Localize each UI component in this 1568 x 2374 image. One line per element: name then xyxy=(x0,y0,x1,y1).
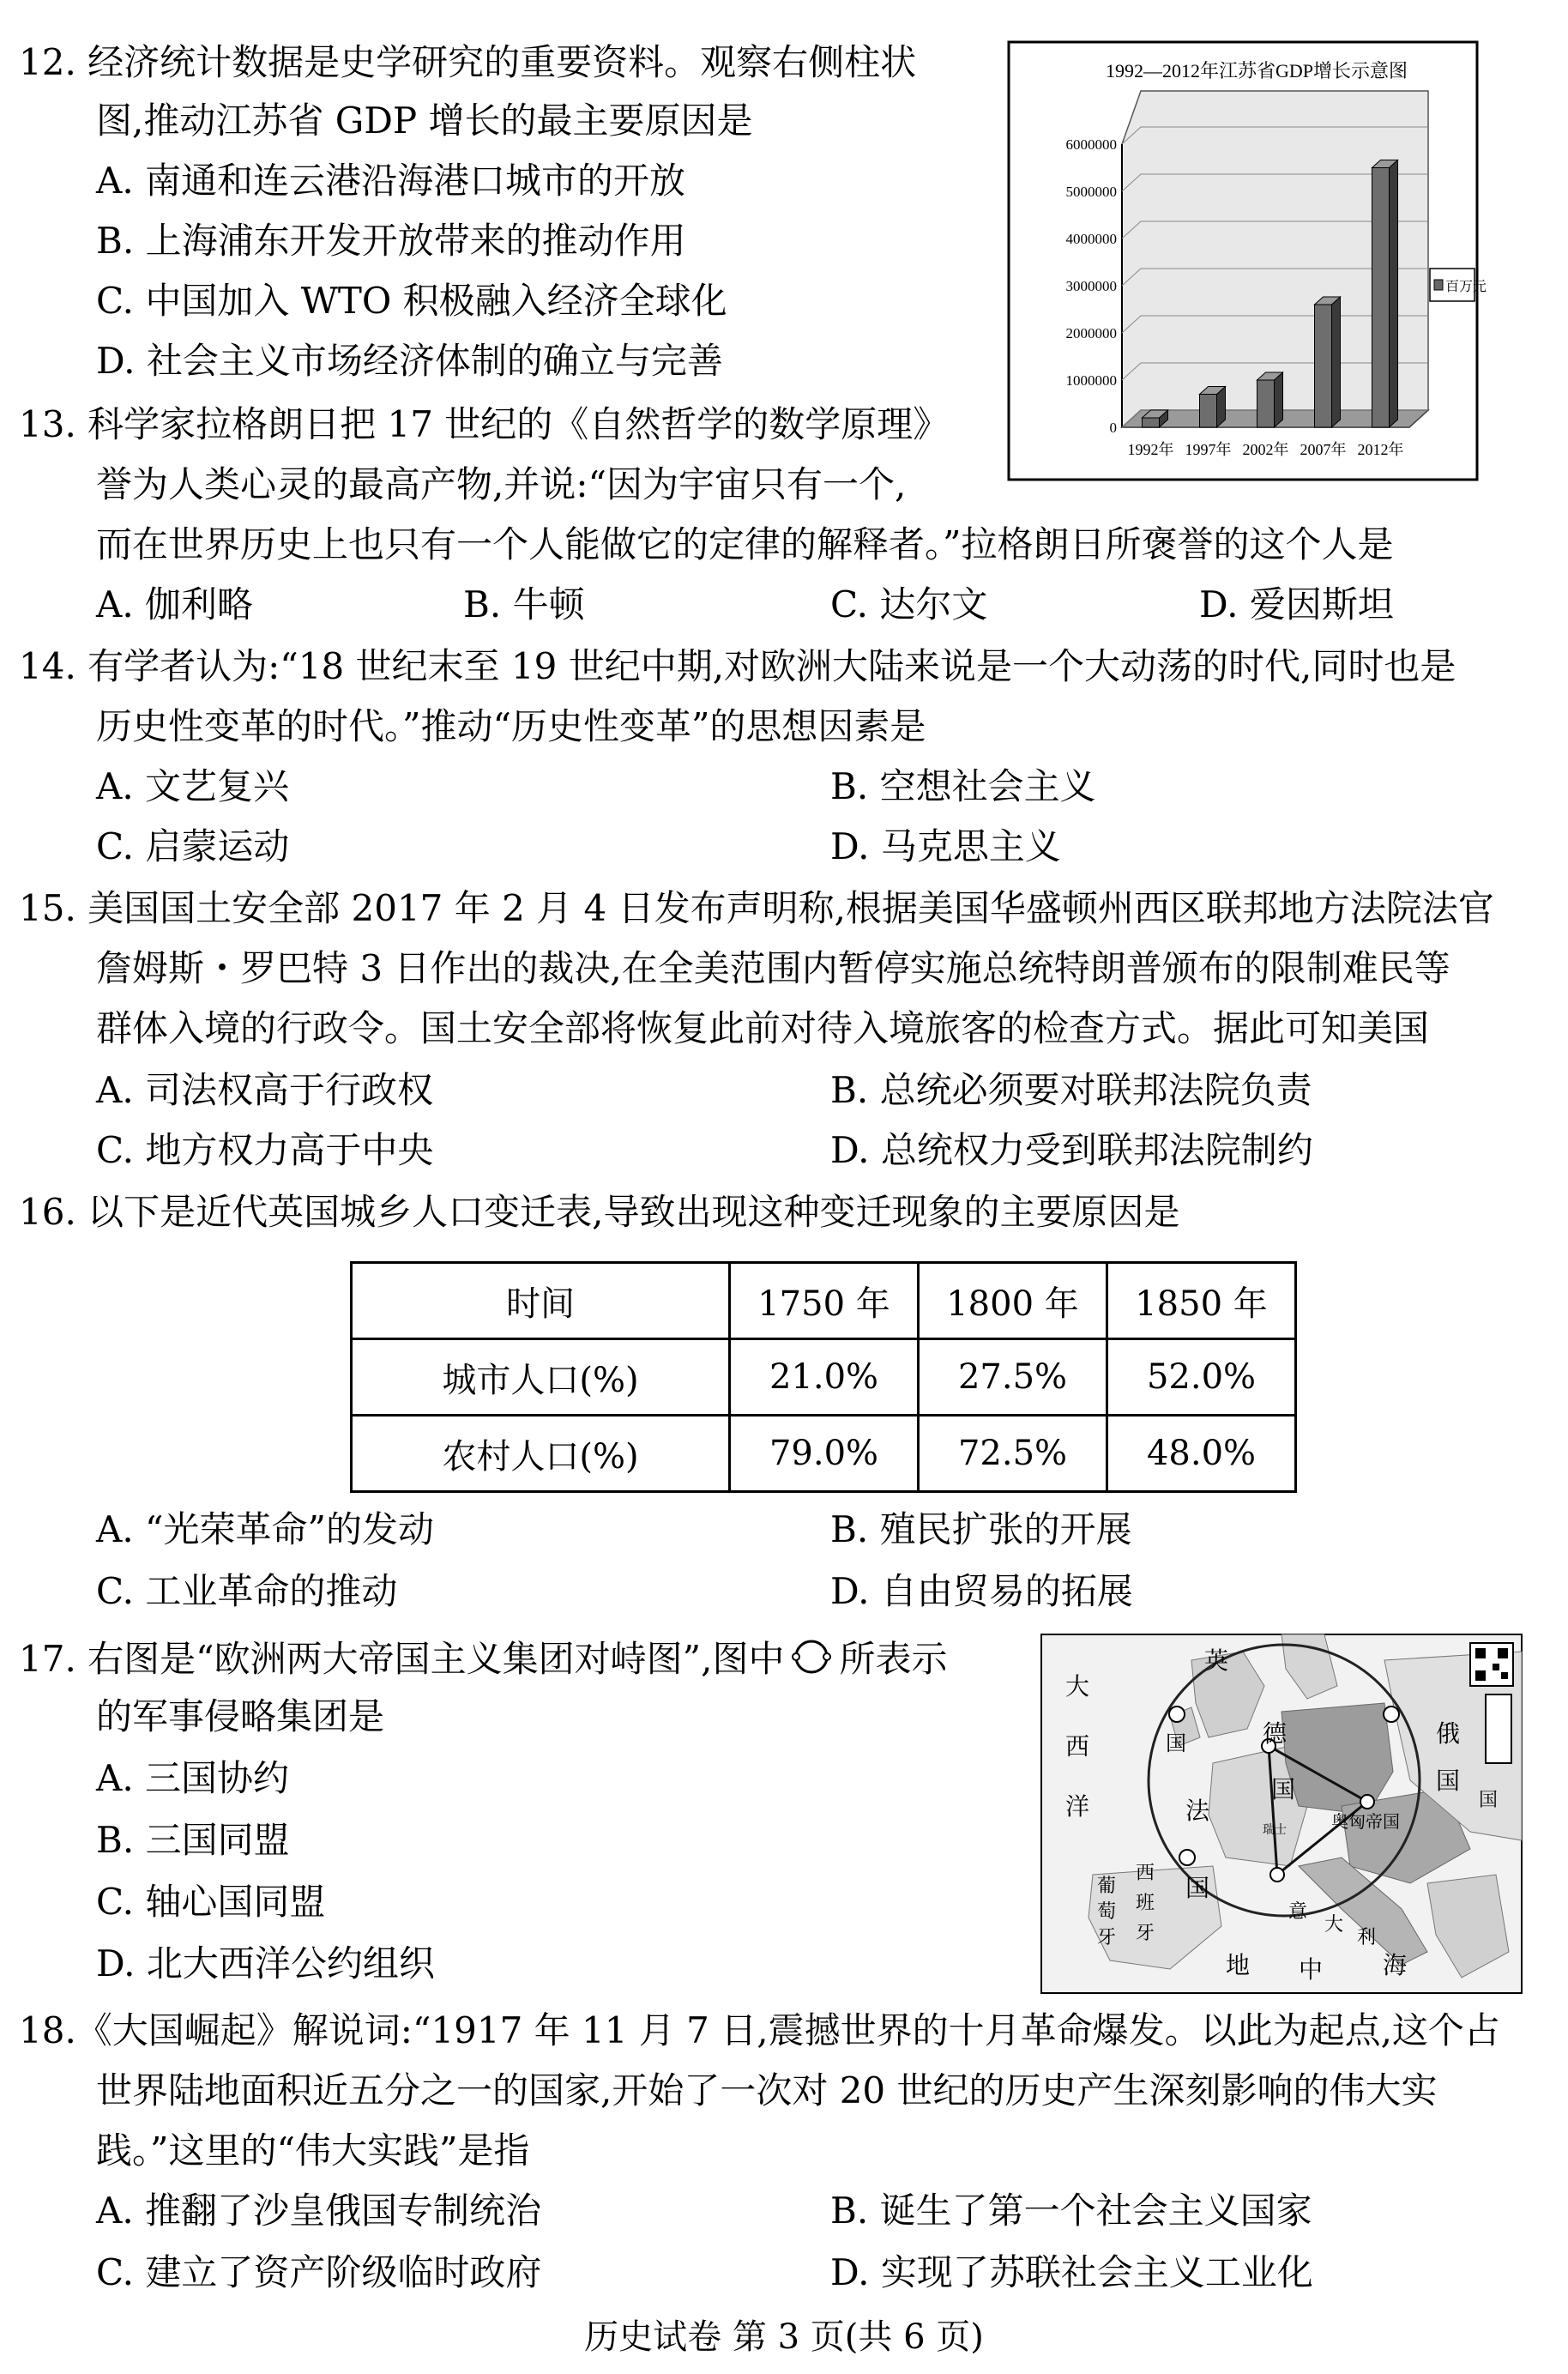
table-cell: 79.0% xyxy=(730,1416,919,1492)
q13-stem-line3: 而在世界历史上也只有一个人能做它的定律的解释者。”拉格朗日所褒誉的这个人是 xyxy=(96,523,1394,565)
q17-option-a[interactable]: A. 三国协约 xyxy=(96,1757,290,1799)
entente-node-britain xyxy=(1169,1707,1185,1722)
q13-stem-line2: 誉为人类心灵的最高产物,并说:“因为宇宙只有一个, xyxy=(96,463,907,505)
chart-xtick-label: 1992年 xyxy=(1127,441,1174,458)
q14-option-c[interactable]: C. 启蒙运动 xyxy=(96,825,290,867)
table-header-cell: 时间 xyxy=(352,1263,730,1339)
q14-stem-line1: 14. 有学者认为:“18 世纪末至 19 世纪中期,对欧洲大陆来说是一个大动荡的时代,同时也是 xyxy=(19,645,1456,687)
q12-stem-line1: 12. 经济统计数据是史学研究的重要资料。观察右侧柱状 xyxy=(19,41,917,83)
map-corner-box xyxy=(1486,1694,1511,1763)
page-footer: 历史试卷 第 3 页(共 6 页) xyxy=(584,2317,984,2357)
population-table xyxy=(350,1261,1297,1493)
map-label-germany-2: 国 xyxy=(1271,1777,1296,1803)
map-label-france-1: 法 xyxy=(1185,1798,1210,1825)
table-cell: 52.0% xyxy=(1107,1339,1296,1416)
table-cell: 农村人口(%) xyxy=(352,1416,730,1492)
q15-stem-line2: 詹姆斯・罗巴特 3 日作出的裁决,在全美范围内暂停实施总统特朗普颁布的限制难民等 xyxy=(96,947,1450,989)
chart-legend-swatch xyxy=(1434,280,1443,290)
map-label-italy-3: 利 xyxy=(1357,1926,1377,1948)
map-label-spain-3: 牙 xyxy=(1136,1922,1155,1943)
gdp-chart-svg xyxy=(1008,41,1487,480)
q18-stem-line3: 践。”这里的“伟大实践”是指 xyxy=(96,2129,530,2172)
q17-stem-line2: 的军事侵略集团是 xyxy=(96,1695,385,1737)
chart-ytick-label: 1000000 xyxy=(1065,372,1117,389)
q15-stem-line1: 15. 美国国土安全部 2017 年 2 月 4 日发布声明称,根据美国华盛顿州西区联邦地方法院法官 xyxy=(19,887,1494,929)
chart-ytick-label: 3000000 xyxy=(1065,278,1117,294)
map-label-britain: 英 xyxy=(1204,1648,1229,1675)
map-label-italy-2: 大 xyxy=(1324,1913,1344,1935)
q16-option-c[interactable]: C. 工业革命的推动 xyxy=(96,1570,398,1612)
q15-option-d[interactable]: D. 总统权力受到联邦法院制约 xyxy=(830,1129,1313,1171)
map-label-austria: 奥匈帝国 xyxy=(1331,1813,1400,1832)
chart-ytick-label: 0 xyxy=(1109,420,1117,436)
table-cell: 城市人口(%) xyxy=(352,1339,730,1416)
map-label-russia-2: 国 xyxy=(1436,1768,1461,1795)
q16-option-a[interactable]: A. “光荣革命”的发动 xyxy=(96,1508,434,1550)
q18-stem-line2: 世界陆地面积近五分之一的国家,开始了一次对 20 世纪的历史产生深刻影响的伟大实 xyxy=(96,2069,1438,2111)
q14-option-a[interactable]: A. 文艺复兴 xyxy=(96,765,290,807)
chart-ytick-label: 2000000 xyxy=(1065,325,1117,341)
q15-stem-line3: 群体入境的行政令。国土安全部将恢复此前对待入境旅客的检查方式。据此可知美国 xyxy=(96,1007,1430,1049)
map-label-spain-2: 班 xyxy=(1136,1892,1155,1913)
q17-stem-post: 所表示 xyxy=(839,1638,948,1680)
q16-option-b[interactable]: B. 殖民扩张的开展 xyxy=(830,1508,1132,1550)
q15-option-a[interactable]: A. 司法权高于行政权 xyxy=(96,1069,434,1111)
map-label-atlantic-1: 大 xyxy=(1065,1674,1090,1700)
table-cell: 48.0% xyxy=(1107,1416,1296,1492)
chart-bar xyxy=(1372,160,1398,428)
q13-option-c[interactable]: C. 达尔文 xyxy=(830,583,988,625)
q17-option-c[interactable]: C. 轴心国同盟 xyxy=(96,1881,326,1923)
map-label-germany-1: 德 xyxy=(1263,1721,1288,1748)
alliance-node-italy xyxy=(1270,1868,1284,1882)
q18-stem-line1: 18.《大国崛起》解说词:“1917 年 11 月 7 日,震撼世界的十月革命爆发。以此为起点,这个占 xyxy=(19,2009,1500,2051)
map-label-britain-guo: 国 xyxy=(1166,1733,1186,1755)
chart-xticks xyxy=(1128,440,1404,458)
q13-option-d[interactable]: D. 爱因斯坦 xyxy=(1199,583,1394,625)
table-header-cell: 1750 年 xyxy=(730,1263,919,1339)
table-row xyxy=(352,1416,1296,1492)
europe-map-svg xyxy=(1041,1634,1522,1993)
q17-stem-pre: 17. 右图是“欧洲两大帝国主义集团对峙图”,图中 xyxy=(19,1638,785,1680)
map-label-med-1: 地 xyxy=(1226,1953,1251,1979)
q14-option-d[interactable]: D. 马克思主义 xyxy=(830,825,1061,867)
table-cell: 27.5% xyxy=(919,1339,1107,1416)
q12-option-a[interactable]: A. 南通和连云港沿海港口城市的开放 xyxy=(96,160,686,202)
q13-option-b[interactable]: B. 牛顿 xyxy=(463,583,585,625)
table-header-cell: 1800 年 xyxy=(919,1263,1107,1339)
q14-option-b[interactable]: B. 空想社会主义 xyxy=(830,765,1096,807)
chart-legend-label: 百万元 xyxy=(1445,280,1487,294)
q18-option-a[interactable]: A. 推翻了沙皇俄国专制统治 xyxy=(96,2190,542,2232)
q12-option-c[interactable]: C. 中国加入 WTO 积极融入经济全球化 xyxy=(96,280,727,322)
q16-option-d[interactable]: D. 自由贸易的拓展 xyxy=(830,1570,1133,1612)
q13-stem-line1: 13. 科学家拉格朗日把 17 世纪的《自然哲学的数学原理》 xyxy=(19,403,950,445)
chart-ytick-label: 4000000 xyxy=(1065,231,1117,247)
chart-bar xyxy=(1257,372,1283,427)
map-label-spain-1: 西 xyxy=(1136,1862,1155,1883)
map-label-russia-1: 俄 xyxy=(1436,1721,1461,1748)
q17-option-b[interactable]: B. 三国同盟 xyxy=(96,1819,290,1861)
map-label-france-2: 国 xyxy=(1185,1876,1210,1902)
table-row xyxy=(352,1339,1296,1416)
map-label-swiss: 瑞士 xyxy=(1263,1824,1287,1837)
chart-bar xyxy=(1315,297,1341,427)
q12-option-d[interactable]: D. 社会主义市场经济体制的确立与完善 xyxy=(96,340,723,382)
alliance-node-austria xyxy=(1360,1795,1374,1809)
chart-bar xyxy=(1200,387,1226,428)
table-header-row xyxy=(352,1263,1296,1339)
circle-symbol-icon xyxy=(784,1637,839,1676)
chart-xtick-label: 2002年 xyxy=(1242,441,1289,458)
q13-option-a[interactable]: A. 伽利略 xyxy=(96,583,254,625)
table-cell: 72.5% xyxy=(919,1416,1107,1492)
chart-ytick-label: 5000000 xyxy=(1065,184,1117,200)
q12-stem-line2: 图,推动江苏省 GDP 增长的最主要原因是 xyxy=(96,100,753,142)
europe-alliance-map xyxy=(1041,1634,1522,1993)
q18-option-b[interactable]: B. 诞生了第一个社会主义国家 xyxy=(830,2190,1312,2232)
q17-stem-line1 xyxy=(19,1637,948,1680)
map-label-atlantic-2: 西 xyxy=(1065,1734,1090,1761)
q15-option-c[interactable]: C. 地方权力高于中央 xyxy=(96,1129,434,1171)
entente-node-france xyxy=(1179,1850,1195,1865)
table-header-cell: 1850 年 xyxy=(1107,1263,1296,1339)
map-label-italy-1: 意 xyxy=(1288,1900,1308,1922)
map-label-portugal-2: 萄 xyxy=(1097,1900,1117,1922)
map-label-med-3: 海 xyxy=(1383,1953,1408,1979)
q18-option-d[interactable]: D. 实现了苏联社会主义工业化 xyxy=(830,2251,1313,2293)
q15-option-b[interactable]: B. 总统必须要对联邦法院负责 xyxy=(830,1069,1312,1111)
entente-node-russia xyxy=(1384,1707,1399,1722)
map-label-russia-guo: 国 xyxy=(1479,1789,1499,1810)
q12-option-b[interactable]: B. 上海浦东开发开放带来的推动作用 xyxy=(96,220,686,262)
map-label-portugal-1: 葡 xyxy=(1097,1875,1117,1896)
q16-stem-line1: 16. 以下是近代英国城乡人口变迁表,导致出现这种变迁现象的主要原因是 xyxy=(19,1191,1180,1233)
gdp-chart xyxy=(1008,41,1487,480)
germany-shape xyxy=(1282,1703,1393,1815)
map-label-atlantic-3: 洋 xyxy=(1065,1794,1090,1821)
map-label-portugal-3: 牙 xyxy=(1097,1926,1117,1948)
chart-xtick-label: 1997年 xyxy=(1185,441,1232,458)
chart-xtick-label: 2012年 xyxy=(1357,441,1404,458)
q17-option-d[interactable]: D. 北大西洋公约组织 xyxy=(96,1942,435,1984)
table-cell: 21.0% xyxy=(730,1339,919,1416)
chart-ytick-label: 6000000 xyxy=(1065,136,1117,153)
map-label-med-2: 中 xyxy=(1299,1957,1324,1984)
chart-title: 1992—2012年江苏省GDP增长示意图 xyxy=(1105,60,1408,82)
q14-stem-line2: 历史性变革的时代。”推动“历史性变革”的思想因素是 xyxy=(96,705,926,747)
chart-xtick-label: 2007年 xyxy=(1300,441,1347,458)
q18-option-c[interactable]: C. 建立了资产阶级临时政府 xyxy=(96,2251,542,2293)
